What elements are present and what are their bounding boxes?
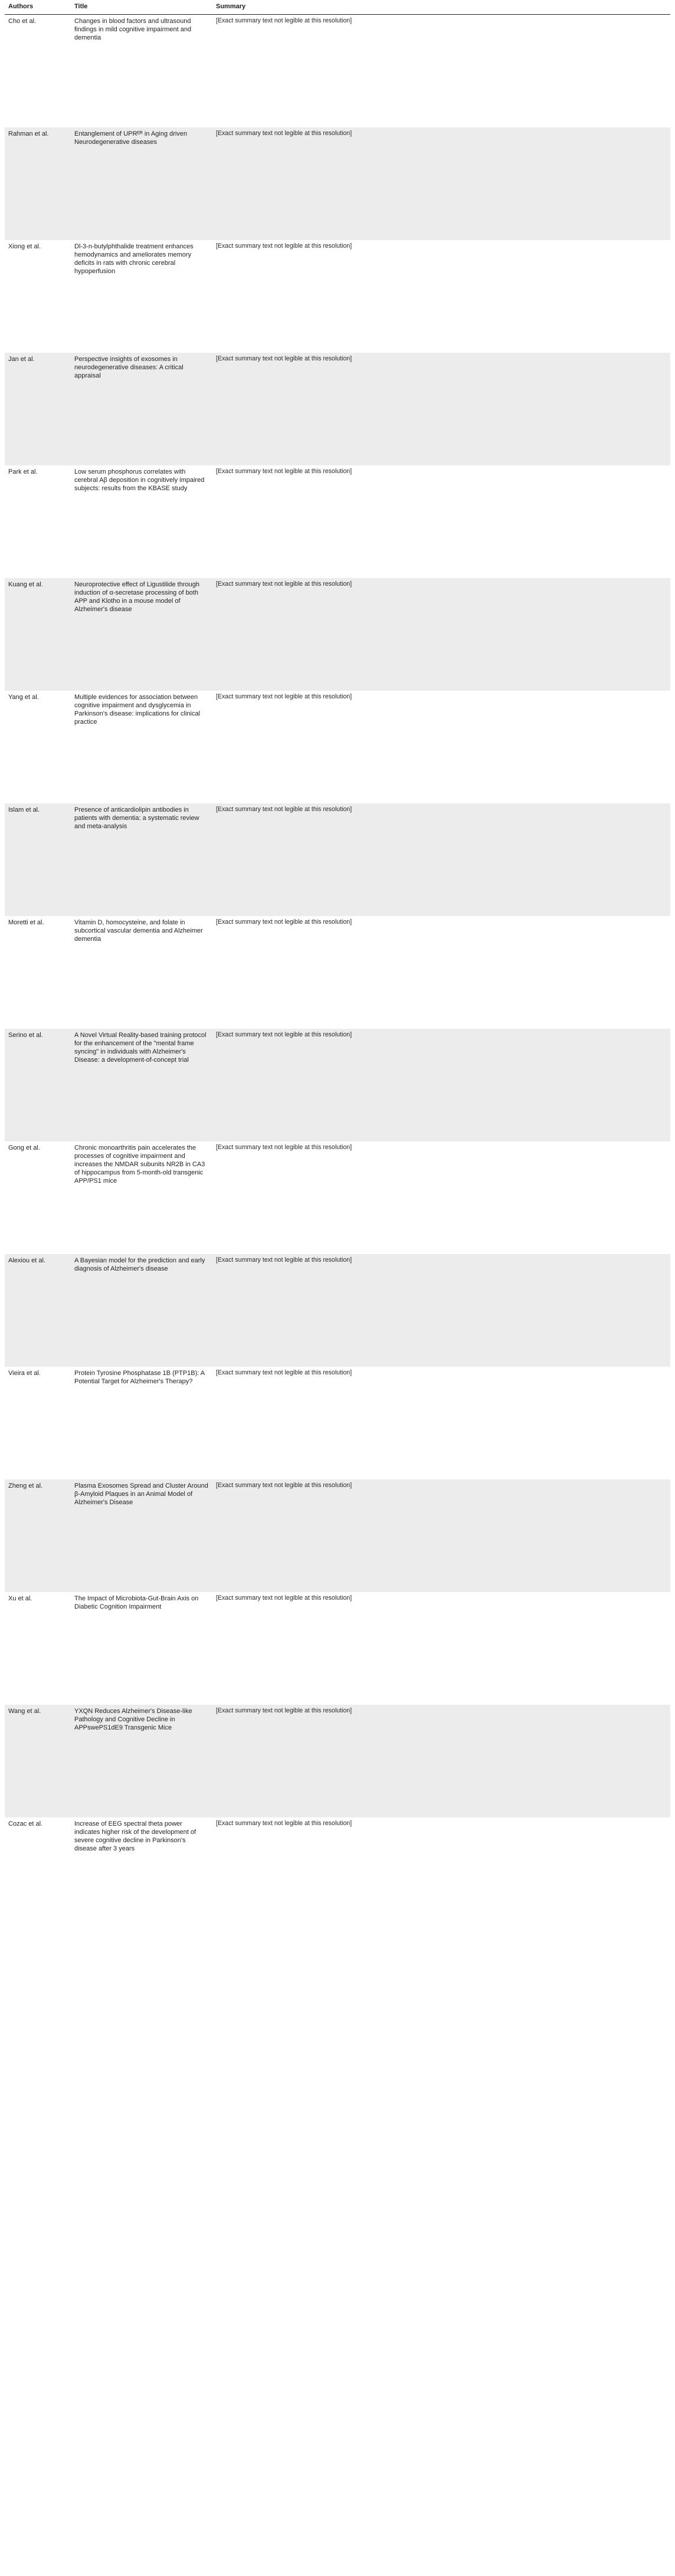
summary-text: [Exact summary text not legible at this resolution] xyxy=(216,1594,352,1602)
summary-text: [Exact summary text not legible at this resolution] xyxy=(216,1369,352,1376)
summary-cell xyxy=(212,1479,670,1592)
author-text: Islam et al. xyxy=(8,806,40,813)
summary-text: [Exact summary text not legible at this resolution] xyxy=(216,467,352,475)
title-cell xyxy=(71,240,212,353)
summary-column-header: Summary xyxy=(212,0,670,14)
authors-cell xyxy=(5,578,71,691)
table-row xyxy=(5,1705,670,1817)
title-cell xyxy=(71,1029,212,1141)
title-text: A Novel Virtual Reality-based training protocol for the enhancement of the "mental frame syncing" in individuals with Alzheimer's Disease: a development-of-concept trial xyxy=(74,1031,207,1064)
table-header-row xyxy=(5,0,670,14)
title-text: Increase of EEG spectral theta power indicates higher risk of the development of severe cognitive decline in Parkinson's disease after 3 years xyxy=(74,1820,196,1852)
author-text: Zheng et al. xyxy=(8,1482,43,1489)
summary-text: [Exact summary text not legible at this resolution] xyxy=(216,805,352,813)
table-row xyxy=(5,14,670,127)
summary-text: [Exact summary text not legible at this resolution] xyxy=(216,1819,352,1827)
authors-cell xyxy=(5,803,71,916)
authors-cell xyxy=(5,465,71,578)
title-text: Protein Tyrosine Phosphatase 1B (PTP1B): A Potential Target for Alzheimer's Therapy? xyxy=(74,1369,205,1385)
author-text: Yang et al. xyxy=(8,693,39,701)
author-text: Alexiou et al. xyxy=(8,1256,45,1264)
title-text: Neuroprotective effect of Ligustilide through induction of α-secretase processing of both APP and Klotho in a mouse model of Alzheimer's disease xyxy=(74,580,199,613)
summary-cell xyxy=(212,1367,670,1479)
title-text: Vitamin D, homocysteine, and folate in subcortical vascular dementia and Alzheimer dementia xyxy=(74,918,203,943)
title-cell xyxy=(71,1592,212,1705)
summary-cell xyxy=(212,1817,670,1930)
summary-text: [Exact summary text not legible at this resolution] xyxy=(216,693,352,700)
summary-cell xyxy=(212,578,670,691)
authors-cell xyxy=(5,1367,71,1479)
table-row xyxy=(5,1592,670,1705)
table-row xyxy=(5,1817,670,1930)
author-text: Cho et al. xyxy=(8,17,37,25)
authors-cell xyxy=(5,1141,71,1254)
author-text: Rahman et al. xyxy=(8,130,49,137)
summary-text: [Exact summary text not legible at this resolution] xyxy=(216,1707,352,1714)
authors-cell xyxy=(5,1029,71,1141)
title-cell xyxy=(71,1367,212,1479)
authors-cell xyxy=(5,1817,71,1930)
summary-cell xyxy=(212,14,670,127)
table-header xyxy=(5,0,670,14)
title-text: Chronic monoarthritis pain accelerates the processes of cognitive impairment and increases the NMDAR subunits NR2B in CA3 of hippocampus from 5-month-old transgenic APP/PS1 mice xyxy=(74,1144,205,1185)
authors-cell xyxy=(5,14,71,127)
title-cell xyxy=(71,803,212,916)
table-row xyxy=(5,465,670,578)
table-row xyxy=(5,1029,670,1141)
table-row xyxy=(5,803,670,916)
summary-text: [Exact summary text not legible at this resolution] xyxy=(216,918,352,926)
author-text: Park et al. xyxy=(8,468,38,475)
title-text: Perspective insights of exosomes in neurodegenerative diseases: A critical appraisal xyxy=(74,355,184,379)
authors-cell xyxy=(5,1254,71,1367)
author-text: Serino et al. xyxy=(8,1031,43,1039)
title-text: A Bayesian model for the prediction and early diagnosis of Alzheimer's disease xyxy=(74,1256,205,1272)
summary-cell xyxy=(212,1029,670,1141)
summary-cell xyxy=(212,691,670,803)
table-row xyxy=(5,353,670,465)
table-row xyxy=(5,578,670,691)
authors-cell xyxy=(5,1705,71,1817)
summary-cell xyxy=(212,240,670,353)
author-text: Jan et al. xyxy=(8,355,35,363)
table-row xyxy=(5,691,670,803)
summary-cell xyxy=(212,803,670,916)
title-cell xyxy=(71,578,212,691)
author-text: Xu et al. xyxy=(8,1594,32,1602)
author-text: Vieira et al. xyxy=(8,1369,41,1377)
author-text: Cozac et al. xyxy=(8,1820,43,1827)
authors-cell xyxy=(5,1592,71,1705)
table-row xyxy=(5,1479,670,1592)
summary-cell xyxy=(212,1254,670,1367)
summary-cell xyxy=(212,465,670,578)
summary-cell xyxy=(212,1141,670,1254)
authors-cell xyxy=(5,916,71,1029)
summary-cell xyxy=(212,1705,670,1817)
title-text: The Impact of Microbiota-Gut-Brain Axis on Diabetic Cognition Impairment xyxy=(74,1594,199,1610)
table-row xyxy=(5,1367,670,1479)
title-text: Dl-3-n-butylphthalide treatment enhances hemodynamics and ameliorates memory deficits in rats with chronic cerebral hypoperfusion xyxy=(74,242,194,275)
literature-summary-table xyxy=(5,0,670,1930)
authors-cell xyxy=(5,127,71,240)
title-column-header: Title xyxy=(71,0,212,14)
title-text: Entanglement of UPRᴱᴿ in Aging driven Neurodegenerative diseases xyxy=(74,130,188,146)
table-row xyxy=(5,916,670,1029)
summary-text: [Exact summary text not legible at this resolution] xyxy=(216,1031,352,1038)
summary-text: [Exact summary text not legible at this resolution] xyxy=(216,1256,352,1264)
summary-text: [Exact summary text not legible at this resolution] xyxy=(216,1143,352,1151)
title-cell xyxy=(71,1254,212,1367)
summary-cell xyxy=(212,916,670,1029)
title-cell xyxy=(71,1479,212,1592)
author-text: Wang et al. xyxy=(8,1707,41,1715)
title-cell xyxy=(71,1817,212,1930)
title-cell xyxy=(71,353,212,465)
title-cell xyxy=(71,916,212,1029)
summary-cell xyxy=(212,353,670,465)
table-body xyxy=(5,14,670,1930)
author-text: Gong et al. xyxy=(8,1144,40,1151)
summary-text: [Exact summary text not legible at this resolution] xyxy=(216,355,352,362)
title-cell xyxy=(71,127,212,240)
authors-column-header: Authors xyxy=(5,0,71,14)
table-row xyxy=(5,127,670,240)
table-row xyxy=(5,240,670,353)
summary-text: [Exact summary text not legible at this resolution] xyxy=(216,580,352,588)
authors-cell xyxy=(5,691,71,803)
author-text: Moretti et al. xyxy=(8,918,44,926)
summary-cell xyxy=(212,127,670,240)
title-cell xyxy=(71,1141,212,1254)
title-cell xyxy=(71,14,212,127)
summary-text: [Exact summary text not legible at this resolution] xyxy=(216,17,352,24)
summary-text: [Exact summary text not legible at this resolution] xyxy=(216,242,352,250)
authors-cell xyxy=(5,353,71,465)
title-text: YXQN Reduces Alzheimer's Disease-like Pathology and Cognitive Decline in APPswePS1dE9 Transgenic Mice xyxy=(74,1707,192,1731)
title-cell xyxy=(71,1705,212,1817)
author-text: Kuang et al. xyxy=(8,580,43,588)
title-cell xyxy=(71,465,212,578)
title-cell xyxy=(71,691,212,803)
title-text: Low serum phosphorus correlates with cerebral Aβ deposition in cognitively impaired subjects: results from the KBASE study xyxy=(74,468,205,492)
title-text: Plasma Exosomes Spread and Cluster Around β-Amyloid Plaques in an Animal Model of Alzheimer's Disease xyxy=(74,1482,208,1506)
authors-cell xyxy=(5,1479,71,1592)
title-text: Multiple evidences for association between cognitive impairment and dysglycemia in Parkinson's disease: implications for clinical practice xyxy=(74,693,201,726)
title-text: Changes in blood factors and ultrasound findings in mild cognitive impairment and dementia xyxy=(74,17,192,41)
summary-text: [Exact summary text not legible at this resolution] xyxy=(216,129,352,137)
table-row xyxy=(5,1254,670,1367)
summary-text: [Exact summary text not legible at this resolution] xyxy=(216,1481,352,1489)
authors-cell xyxy=(5,240,71,353)
summary-cell xyxy=(212,1592,670,1705)
title-text: Presence of anticardiolipin antibodies in patients with dementia: a systematic review and meta-analysis xyxy=(74,806,199,830)
table-row xyxy=(5,1141,670,1254)
author-text: Xiong et al. xyxy=(8,242,41,250)
